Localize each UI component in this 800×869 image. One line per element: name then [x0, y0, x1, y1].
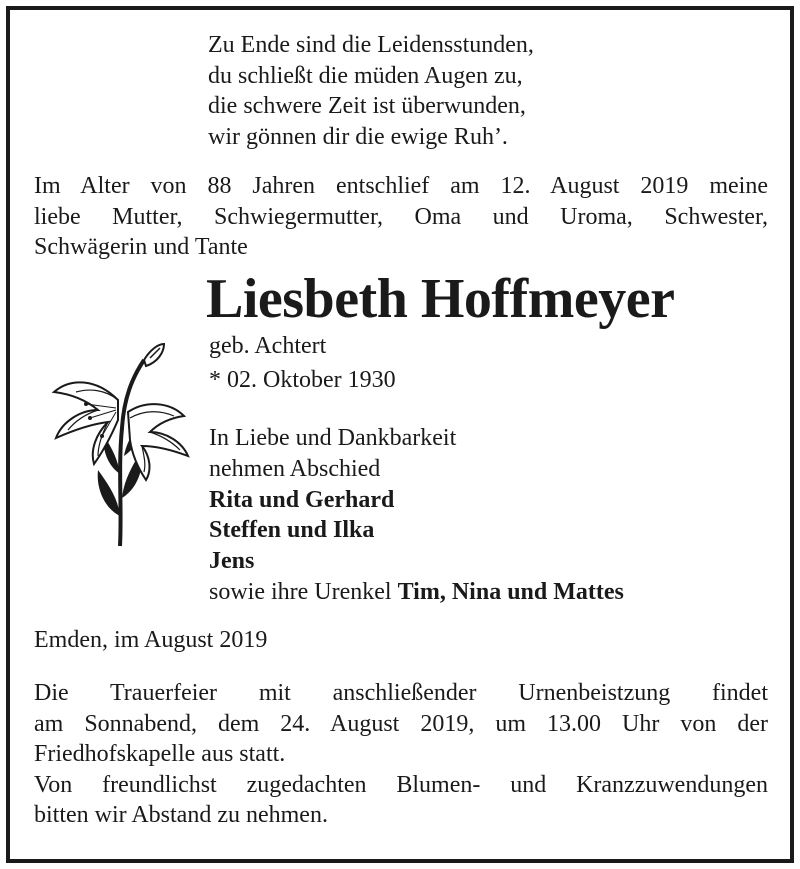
mourner-name: Jens [209, 548, 255, 575]
funeral-line: am Sonnabend, dem 24. August 2019, um 13.00 Uhr von der [34, 710, 768, 737]
birth-date: * 02. Oktober 1930 [209, 367, 396, 393]
funeral-line: bitten wir Abstand zu nehmen. [34, 802, 328, 828]
mourners-intro: In Liebe und Dankbarkeit [209, 425, 457, 451]
funeral-line: Friedhofskapelle aus statt. [34, 741, 286, 767]
intro-line: Schwägerin und Tante [34, 234, 248, 260]
funeral-line: Die Trauerfeier mit anschließender Urnenbeistzung findet [34, 680, 768, 706]
poem-line: wir gönnen dir die ewige Ruh’. [208, 123, 508, 150]
deceased-name: Liesbeth Hoffmeyer [206, 268, 675, 330]
place-date: Emden, im August 2019 [34, 627, 268, 653]
poem-line: du schließt die müden Augen zu, [208, 62, 523, 89]
funeral-paragraph [34, 678, 768, 831]
funeral-line: Von freundlichst zugedachten Blumen- und Kranzzuwendungen [34, 771, 768, 798]
mourners-block [209, 423, 624, 608]
mourner-name: Steffen und Ilka [209, 517, 375, 544]
mourners-intro: nehmen Abschied [209, 455, 381, 482]
maiden-name: geb. Achtert [209, 333, 327, 359]
poem [208, 30, 534, 152]
lily-flower-icon [46, 338, 196, 550]
intro-line: liebe Mutter, Schwiegermutter, Oma und Uroma, Schwester, [34, 203, 768, 230]
great-grandchildren-line [209, 577, 624, 608]
poem-line: die schwere Zeit ist überwunden, [208, 93, 526, 119]
mourner-name: Rita und Gerhard [209, 486, 395, 513]
great-grandchildren-names: Tim, Nina und Mattes [397, 578, 624, 605]
poem-line: Zu Ende sind die Leidensstunden, [208, 32, 534, 58]
intro-paragraph [34, 171, 768, 263]
intro-line: Im Alter von 88 Jahren entschlief am 12. August 2019 meine [34, 173, 768, 199]
great-grandchildren-prefix: sowie ihre Urenkel [209, 578, 392, 605]
